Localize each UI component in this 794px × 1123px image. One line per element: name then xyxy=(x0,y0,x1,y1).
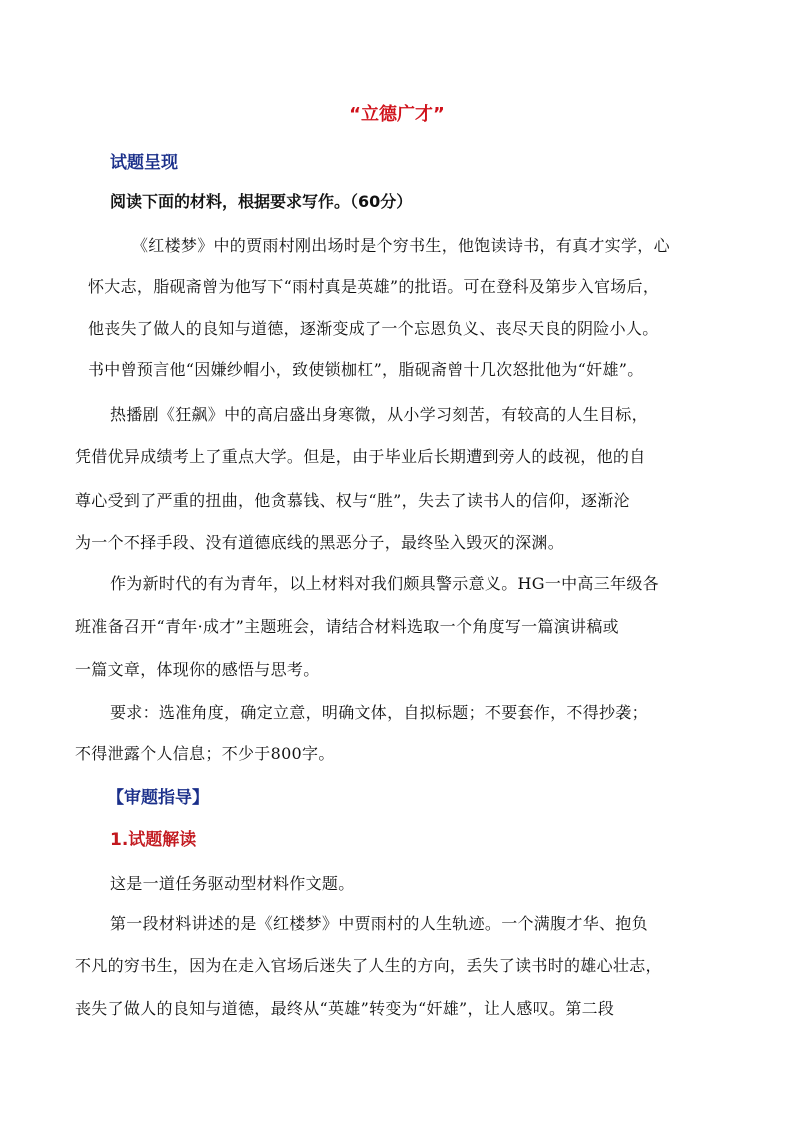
material-line: 尊心受到了严重的扭曲，他贪慕钱、权与“胜”，失去了读书人的信仰，逐渐沦 xyxy=(75,491,630,510)
material-line: 班准备召开“青年·成才”主题班会，请结合材料选取一个角度写一篇演讲稿或 xyxy=(75,617,619,636)
material-line: 怀大志，脂砚斋曾为他写下“雨村真是英雄”的批语。可在登科及第步入官场后， xyxy=(88,277,660,296)
material-line: 作为新时代的有为青年，以上材料对我们颇具警示意义。HG一中高三年级各 xyxy=(110,574,659,593)
material-line: 为一个不择手段、没有道德底线的黑恶分子，最终坠入毁灭的深渊。 xyxy=(75,533,565,552)
material-line: 一篇文章，体现你的感悟与思考。 xyxy=(75,660,320,679)
analysis-line: 不凡的穷书生，因为在走入官场后迷失了人生的方向，丢失了读书时的雄心壮志， xyxy=(75,956,662,975)
material-line: 书中曾预言他“因嫌纱帽小，致使锁枷杠”，脂砚斋曾十几次怒批他为“奸雄”。 xyxy=(88,360,644,379)
sub-heading: 1.试题解读 xyxy=(110,830,197,850)
analysis-line: 这是一道任务驱动型材料作文题。 xyxy=(110,874,355,893)
guide-heading: 【审题指导】 xyxy=(107,788,209,808)
material-line: 《红楼梦》中的贾雨村刚出场时是个穷书生，他饱读诗书，有真才实学，心 xyxy=(132,236,670,255)
requirement-line: 不得泄露个人信息；不少于800字。 xyxy=(75,744,335,763)
task-instruction: 阅读下面的材料，根据要求写作。（60分） xyxy=(110,192,413,211)
material-line: 热播剧《狂飙》中的高启盛出身寒微，从小学习刻苦，有较高的人生目标， xyxy=(110,405,648,424)
material-line: 凭借优异成绩考上了重点大学。但是，由于毕业后长期遭到旁人的歧视，他的自 xyxy=(75,447,646,466)
material-line: 他丧失了做人的良知与道德，逐渐变成了一个忘恩负义、丧尽天良的阴险小人。 xyxy=(88,319,659,338)
section-label: 试题呈现 xyxy=(110,153,178,173)
requirement-line: 要求：选准角度，确定立意，明确文体，自拟标题；不要套作，不得抄袭； xyxy=(110,703,648,722)
analysis-line: 第一段材料讲述的是《红楼梦》中贾雨村的人生轨迹。一个满腹才华、抱负 xyxy=(110,914,648,933)
analysis-line: 丧失了做人的良知与道德，最终从“英雄”转变为“奸雄”，让人感叹。第二段 xyxy=(75,999,615,1018)
document-title: “立德广才” xyxy=(349,104,445,125)
